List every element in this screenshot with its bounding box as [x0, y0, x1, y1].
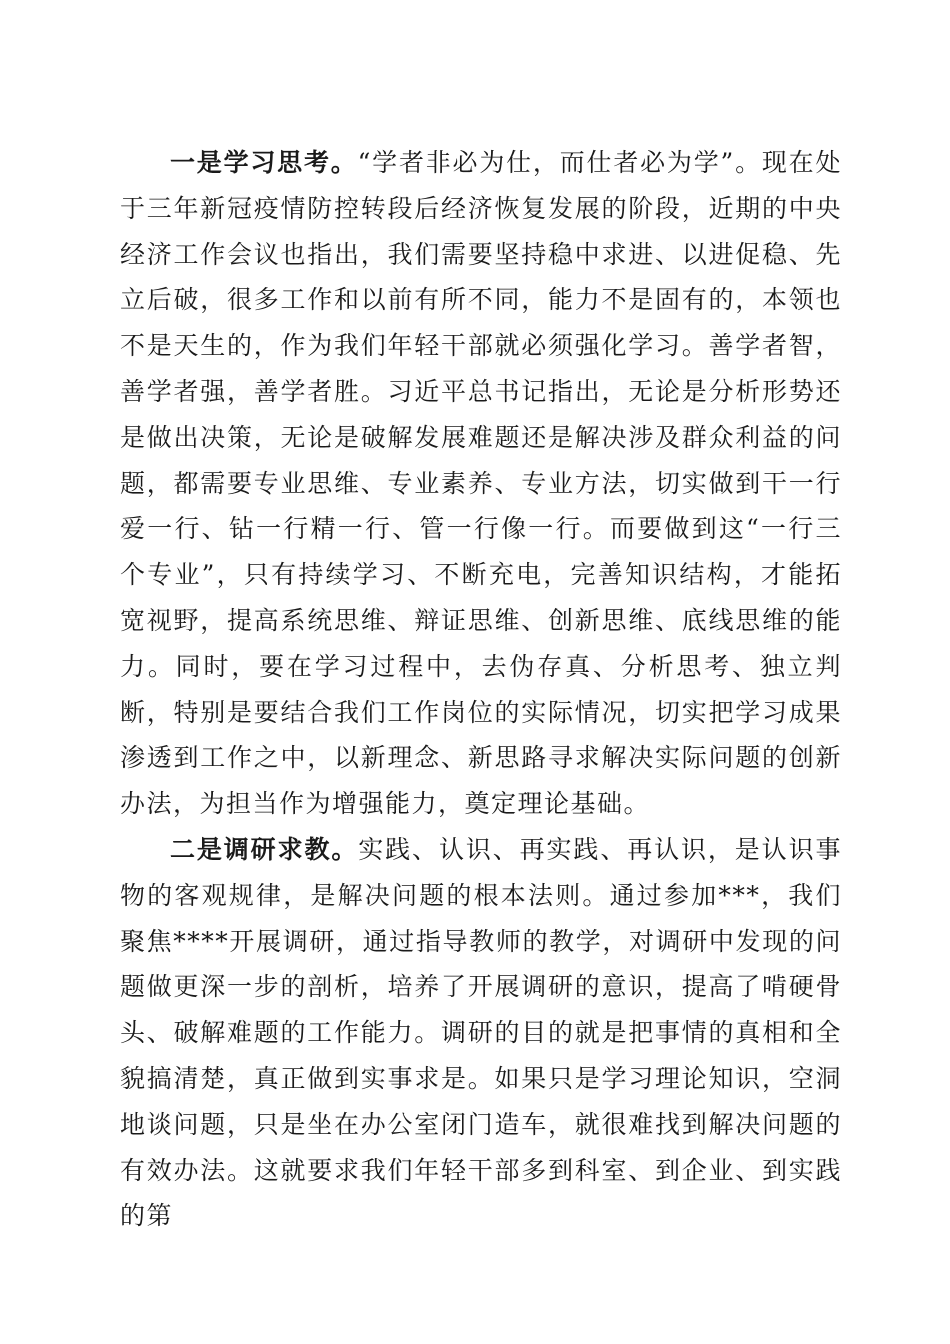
paragraph-lead: 一是学习思考。: [170, 148, 358, 177]
paragraph-study-reflection: [120, 140, 842, 827]
document-body: [120, 140, 842, 1239]
paragraph-text: 实践、认识、再实践、再认识，是认识事物的客观规律，是解决问题的根本法则。通过参加***，我们聚焦****开展调研，通过指导教师的教学，对调研中发现的问题做更深一步的剖析，培养了开展调研的意识，提高了啃硬骨头、破解难题的工作能力。调研的目的就是把事情的真相和全貌搞清楚，真正做到实事求是。如果只是学习理论知识，空洞地谈问题，只是坐在办公室闭门造车，就很难找到解决问题的有效办法。这就要求我们年轻干部多到科室、到企业、到实践的第: [120, 834, 842, 1231]
paragraph-text: “学者非必为仕，而仕者必为学”。现在处于三年新冠疫情防控转段后经济恢复发展的阶段，近期的中央经济工作会议也指出，我们需要坚持稳中求进、以进促稳、先立后破，很多工作和以前有所不同，能力不是固有的，本领也不是天生的，作为我们年轻干部就必须强化学习。善学者智，善学者强，善学者胜。习近平总书记指出，无论是分析形势还是做出决策，无论是破解发展难题还是解决涉及群众利益的问题，都需要专业思维、专业素养、专业方法，切实做到干一行爱一行、钻一行精一行、管一行像一行。而要做到这“一行三个专业”，只有持续学习、不断充电，完善知识结构，才能拓宽视野，提高系统思维、辩证思维、创新思维、底线思维的能力。同时，要在学习过程中，去伪存真、分析思考、独立判断，特别是要结合我们工作岗位的实际情况，切实把学习成果渗透到工作之中，以新理念、新思路寻求解决实际问题的创新办法，为担当作为增强能力，奠定理论基础。: [120, 148, 842, 819]
paragraph-lead: 二是调研求教。: [170, 834, 359, 864]
paragraph-research-inquiry: [120, 827, 842, 1239]
